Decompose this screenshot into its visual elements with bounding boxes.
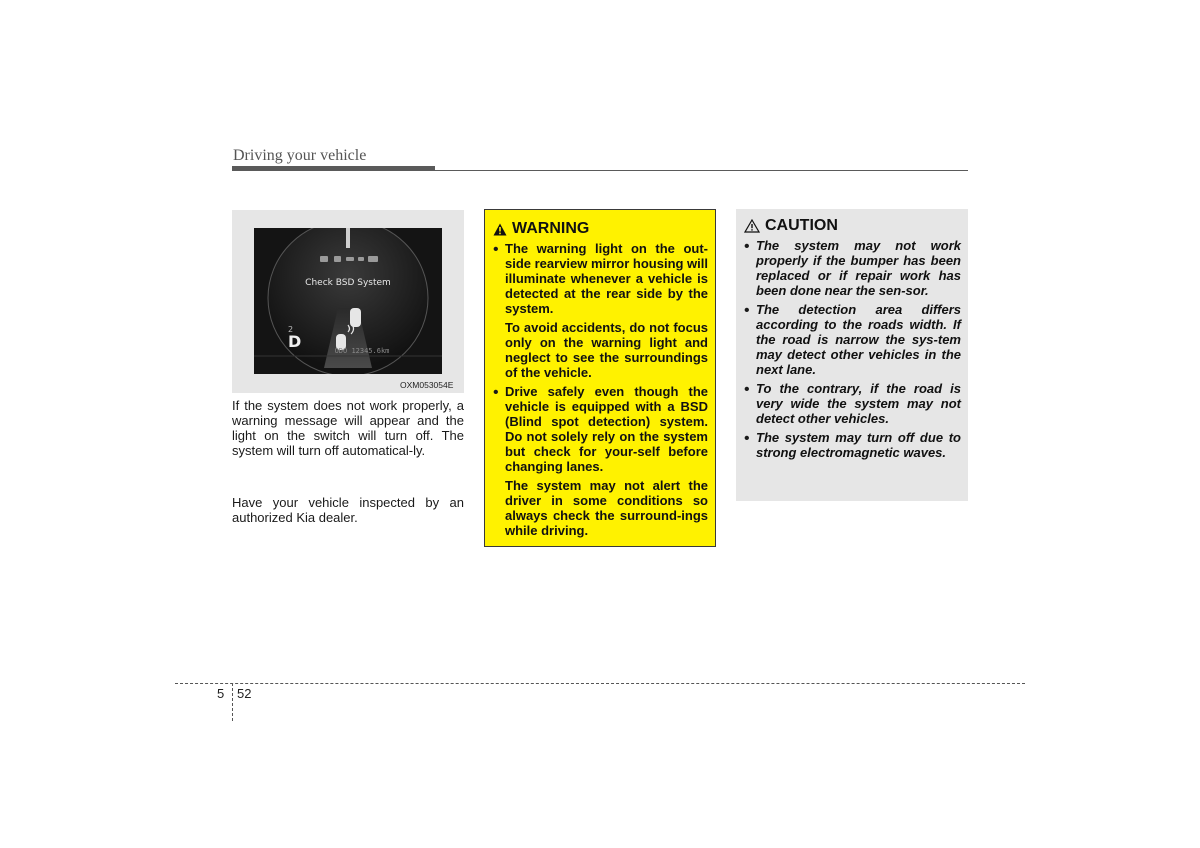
list-item [744, 430, 961, 460]
body-paragraph-2: Have your vehicle inspected by an authorized Kia dealer. [232, 495, 464, 525]
caution-item-2: The detection area differs according to the roads width. If the road is narrow the sys-tem may detect other vehicles in the next lane. [756, 302, 961, 377]
body-paragraph-1: If the system does not work properly, a warning message will appear and the light on the switch will turn off. The system will turn off automatical-ly. [232, 398, 464, 458]
gear-indicator: D [288, 332, 302, 351]
warning-triangle-icon [493, 223, 507, 236]
list-item [744, 238, 961, 298]
bullet: • [744, 381, 750, 398]
caution-title: CAUTION [765, 217, 838, 234]
header-rule-thick [232, 166, 435, 171]
figure-panel [232, 210, 464, 393]
page-number: 52 [237, 686, 252, 701]
bullet: • [744, 238, 750, 255]
bullet: • [493, 384, 499, 401]
svg-text:2: 2 [288, 325, 294, 334]
caution-item-3: To the contrary, if the road is very wide the system may not detect other vehicles. [756, 381, 961, 426]
caution-triangle-icon [744, 219, 760, 233]
bullet: • [744, 302, 750, 319]
warning-item-1-paragraph-1: The warning light on the out-side rearview mirror housing will illuminate whenever a vehicle is detected at the rear side by the system. [505, 241, 709, 316]
caution-item-1: The system may not work properly if the bumper has been replaced or if repair work has been done near the sen-sor. [756, 238, 961, 298]
page-header-title: Driving your vehicle [233, 147, 367, 164]
list-item [493, 241, 708, 380]
odometer-readout: ODO 12345.6km [334, 347, 390, 355]
caution-list [744, 238, 961, 460]
footer-dotted-rule [175, 683, 1025, 684]
warning-list [493, 241, 708, 538]
warning-item-2-paragraph-2: The system may not alert the driver in some conditions so always check the surround-ings while driving. [505, 478, 708, 538]
cluster-message: Check BSD System [305, 278, 391, 288]
caution-heading [744, 217, 961, 235]
list-item [744, 381, 961, 426]
list-item [493, 384, 708, 538]
warning-item-1-paragraph-2: To avoid accidents, do not focus only on the warning light and neglect to see the surroundings of the vehicle. [505, 320, 708, 380]
chapter-number: 5 [217, 686, 225, 701]
bullet: • [744, 430, 750, 447]
bullet: • [493, 241, 499, 258]
warning-box [484, 209, 716, 547]
warning-item-2-paragraph-1: Drive safely even though the vehicle is equipped with a BSD (Blind spot detection) system. Do not solely rely on the system but check for your-self before changing lanes. [505, 384, 708, 474]
footer-divider [232, 683, 233, 721]
caution-box [736, 209, 968, 501]
caution-item-4: The system may turn off due to strong electromagnetic waves. [756, 430, 961, 460]
warning-title: WARNING [512, 220, 590, 237]
header-rule-thin [435, 170, 968, 171]
instrument-cluster-image [254, 228, 442, 374]
figure-caption: OXM053054E [400, 380, 454, 390]
warning-heading [493, 220, 708, 238]
list-item [744, 302, 961, 377]
